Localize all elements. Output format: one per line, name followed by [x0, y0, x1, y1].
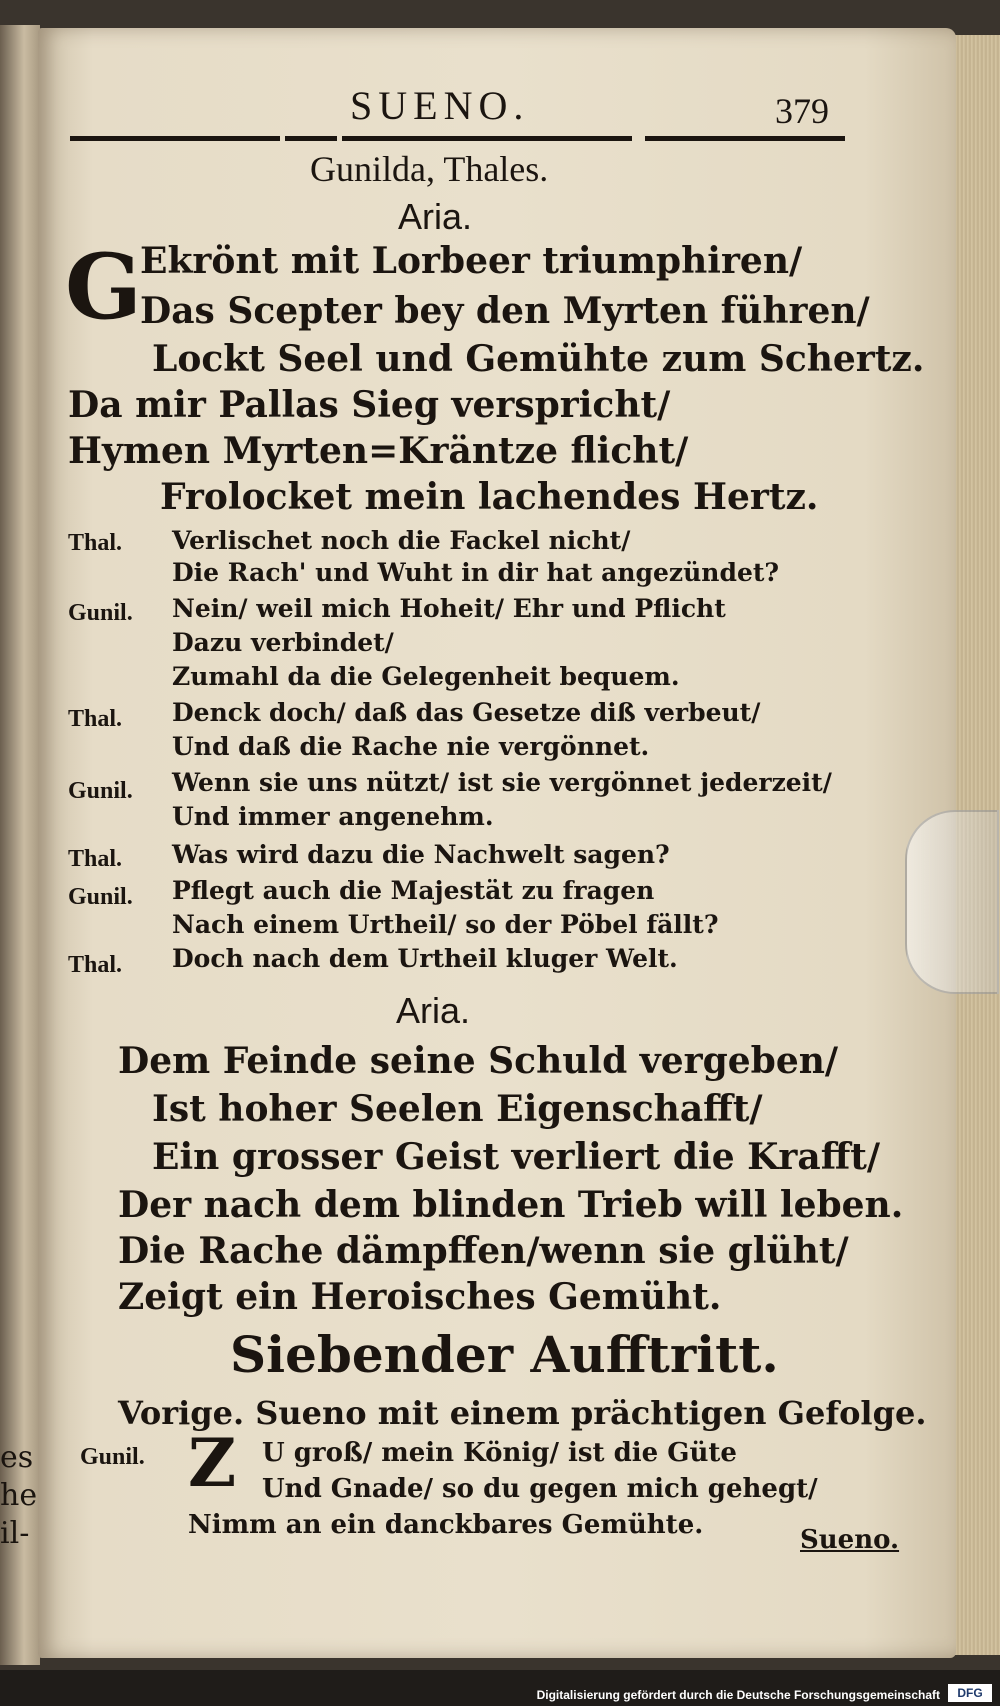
dialogue-line: Und daß die Rache nie vergönnet.	[172, 732, 650, 761]
verse-line: Dem Feinde seine Schuld vergeben/	[118, 1040, 839, 1082]
verse-line: Ein grosser Geist verliert die Krafft/	[152, 1136, 881, 1178]
stage-direction: Vorige. Sueno mit einem prächtigen Gefolge.	[118, 1394, 927, 1432]
left-page-fragment: he	[0, 1478, 38, 1513]
verse-line: Das Scepter bey den Myrten führen/	[140, 290, 870, 332]
left-page-edge	[0, 25, 40, 1665]
dialogue-line: Denck doch/ daß das Gesetze diß verbeut/	[172, 698, 761, 727]
verse-line: Ist hoher Seelen Eigenschafft/	[152, 1088, 763, 1130]
aria-heading: Aria.	[396, 990, 471, 1031]
dialogue-line: Nach einem Urtheil/ so der Pöbel fällt?	[172, 910, 719, 939]
verse-line: Ekrönt mit Lorbeer triumphiren/	[140, 240, 803, 282]
catchword: Sueno.	[800, 1525, 900, 1555]
speaker-label: Thal.	[68, 530, 123, 556]
verse-line: Frolocket mein lachendes Hertz.	[160, 476, 819, 518]
drop-cap: G	[65, 234, 142, 340]
dialogue-line: Dazu verbindet/	[172, 628, 394, 657]
dialogue-line: Was wird dazu die Nachwelt sagen?	[172, 840, 670, 869]
dialogue-line: Pflegt auch die Majestät zu fragen	[172, 876, 655, 905]
dialogue-line: Nimm an ein danckbares Gemühte.	[188, 1510, 704, 1540]
verse-line: Hymen Myrten=Kräntze flicht/	[68, 430, 689, 472]
speaker-label: Gunil.	[80, 1444, 145, 1470]
verse-line: Da mir Pallas Sieg verspricht/	[68, 384, 671, 426]
speaker-label: Thal.	[68, 846, 123, 872]
speaker-label: Gunil.	[68, 778, 133, 804]
speaker-label: Gunil.	[68, 884, 133, 910]
verse-line: Die Rache dämpffen/wenn sie glüht/	[118, 1230, 849, 1272]
characters-line: Gunilda, Thales.	[310, 149, 549, 189]
header-rule	[285, 136, 337, 141]
dialogue-line: Und Gnade/ so du gegen mich gehegt/	[262, 1474, 818, 1504]
page-clip	[905, 810, 999, 994]
header-rule	[70, 136, 280, 141]
header-rule	[342, 136, 632, 141]
left-page-fragment: il-	[0, 1516, 30, 1551]
dialogue-line: Nein/ weil mich Hoheit/ Ehr und Pflicht	[172, 594, 726, 623]
running-title: SUENO.	[350, 83, 530, 128]
aria-heading: Aria.	[398, 196, 473, 237]
drop-cap: Z	[188, 1424, 237, 1502]
footer-credit: Digitalisierung gefördert durch die Deutsche Forschungsgemeinschaft	[536, 1688, 940, 1702]
speaker-label: Thal.	[68, 952, 123, 978]
dialogue-line: Doch nach dem Urtheil kluger Welt.	[172, 944, 678, 973]
dfg-logo: DFG	[948, 1684, 992, 1702]
header-rule	[645, 136, 845, 141]
page-number: 379	[775, 91, 829, 131]
dialogue-line: Wenn sie uns nützt/ ist sie vergönnet jederzeit/	[172, 768, 832, 797]
dialogue-line: Die Rach' und Wuht in dir hat angezündet?	[172, 558, 780, 587]
left-page-fragment: es	[0, 1440, 34, 1475]
dialogue-line: Verlischet noch die Fackel nicht/	[172, 526, 631, 555]
verse-line: Zeigt ein Heroisches Gemüht.	[118, 1276, 722, 1318]
speaker-label: Gunil.	[68, 600, 133, 626]
verse-line: Der nach dem blinden Trieb will leben.	[118, 1184, 904, 1226]
dialogue-line: U groß/ mein König/ ist die Güte	[262, 1438, 737, 1468]
dialogue-line: Zumahl da die Gelegenheit bequem.	[172, 662, 680, 691]
verse-line: Lockt Seel und Gemühte zum Schertz.	[152, 338, 925, 380]
dialogue-line: Und immer angenehm.	[172, 802, 494, 831]
speaker-label: Thal.	[68, 706, 123, 732]
scene-title: Siebender Aufftritt.	[230, 1325, 779, 1384]
